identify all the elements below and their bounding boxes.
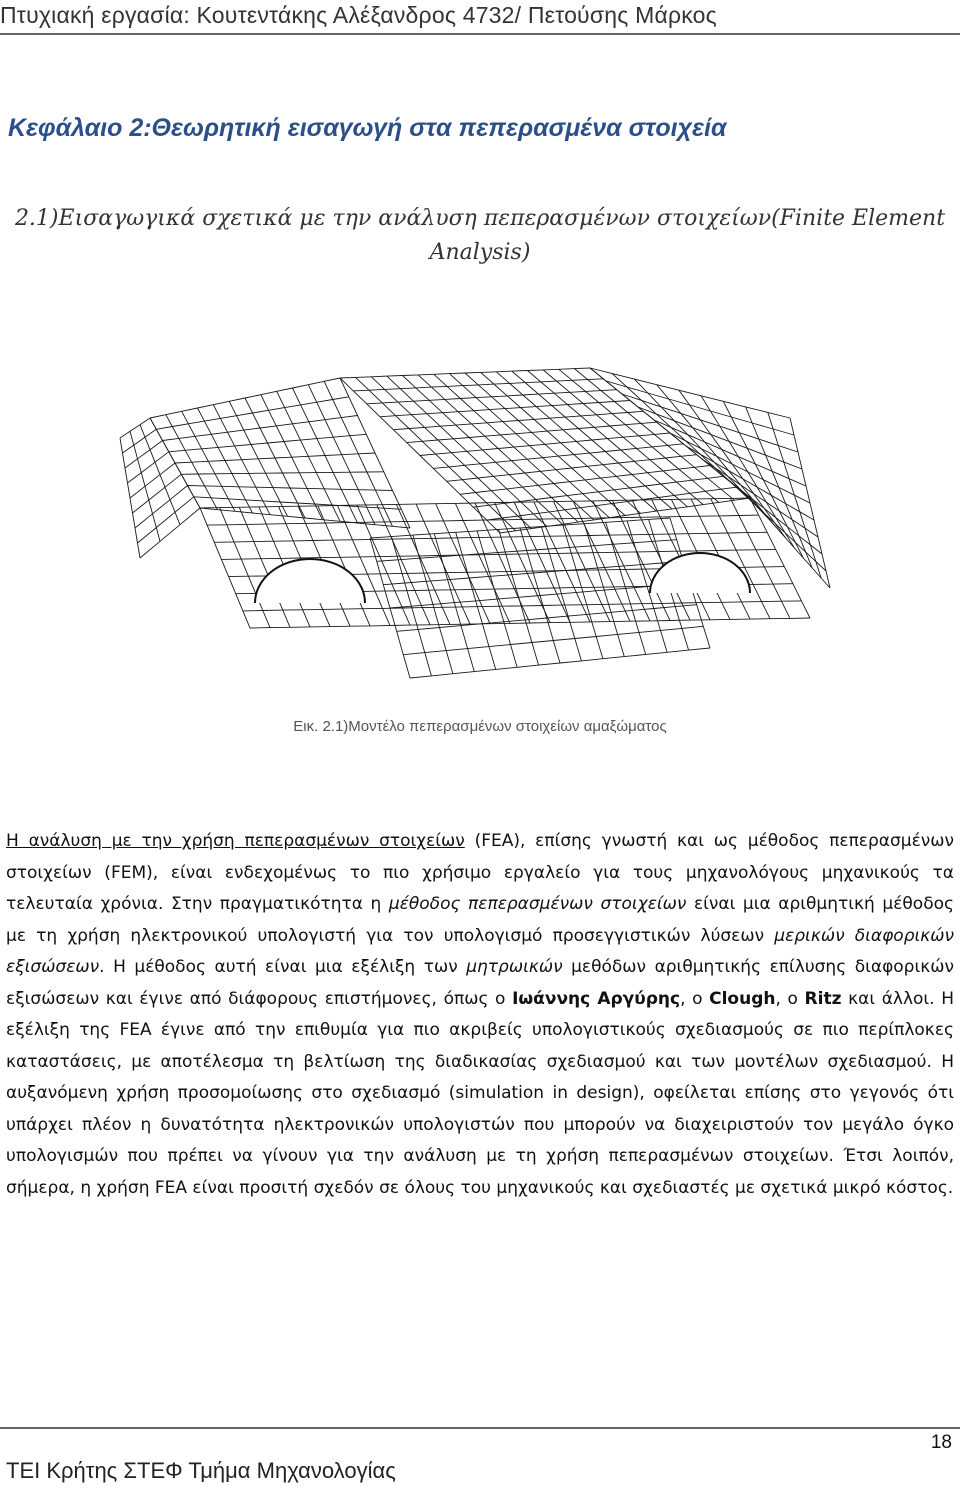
- section-title-line1: 2.1)Εισαγωγικά σχετικά με την ανάλυση πεπερασμένων στοιχείων(Finite Element: [14, 206, 946, 231]
- italic-term: μητρωικών: [466, 957, 563, 977]
- figure-caption: Εικ. 2.1)Μοντέλο πεπερασμένων στοιχείων αμαξώματος: [293, 718, 667, 735]
- wheel-arch-1: [255, 559, 365, 603]
- chapter-title: Κεφάλαιο 2:Θεωρητική εισαγωγή στα πεπερασμένα στοιχεία: [8, 114, 727, 142]
- hood-mesh: [150, 378, 410, 528]
- section-title-line2: Analysis): [429, 240, 531, 265]
- body-paragraph: Η ανάλυση με την χρήση πεπερασμένων στοιχείων (FEA), επίσης γνωστή και ως μέθοδος πεπερασμένων στοιχείων (FEM), είναι ενδεχομένως το πιο χρήσιμο εργαλείο για τους μηχανολόγους μηχανικούς τα τελευταία χρόνια. Στην πραγματικότητα η μέθοδος πεπερασμένων στοιχείων είναι μια αριθμητική μέθοδος με τη χρήση ηλεκτρονικού υπολογιστή για τον υπολογισμό προσεγγιστικών λύσεων μερικών διαφορικών εξισώσεων. Η μέθοδος αυτή είναι μια εξέλιξη των μητρωικών μεθόδων αριθμητικής επίλυσης διαφορικών εξισώσεων και έγινε από διάφορους επιστήμονες, όπως ο Ιωάννης Αργύρης, ο Clough, ο Ritz και άλλοι. Η εξέλιξη της FEA έγινε από την επιθυμία για πιο ακριβείς υπολογιστικούς σχεδιασμούς σε πιο περίπλοκες καταστάσεις, με αποτέλεσμα τη βελτίωση της διαδικασίας σχεδιασμού και των μοντέλων σχεδιασμού. Η αυξανόμενη χρήση προσομοίωσης στο σχεδιασμό (simulation in design), οφείλεται επίσης στο γεγονός ότι υπάρχει πλέον η δυνατότητα ηλεκτρονικών υπολογιστών που μπορούν να διαχειριστούν τον μεγάλο όγκο υπολογισμών που πρέπει να γίνουν για την ανάλυση με τη χρήση πεπερασμένων στοιχείων. Έτσι λοιπόν, σήμερα, η χρήση FEA είναι προσιτή σχεδόν σε όλους του μηχανικούς και σχεδιαστές με σχετικά μικρό κόστος.: [6, 831, 954, 1198]
- bold-name: Clough: [709, 988, 776, 1009]
- running-footer: ΤΕΙ Κρήτης ΣΤΕΦ Τμήμα Μηχανολογίας: [6, 1458, 396, 1483]
- footer-divider: [0, 1427, 960, 1429]
- underlined-phrase: Η ανάλυση με την χρήση πεπερασμένων στοιχείων: [6, 831, 465, 851]
- section-title: [0, 202, 960, 270]
- front-bumper-mesh: [120, 418, 200, 558]
- page-number: 18: [930, 1432, 952, 1453]
- running-header: Πτυχιακή εργασία: Κουτεντάκης Αλέξανδρος 4732/ Πετούσης Μάρκος: [0, 2, 717, 28]
- wheel-arch-2: [650, 553, 750, 593]
- italic-term: μερικών διαφορικών εξισώσεων: [6, 925, 954, 977]
- bold-name: Ιωάννης Αργύρης: [512, 988, 681, 1009]
- car-body-fea-mesh-figure: [110, 358, 870, 703]
- italic-term: μέθοδος πεπερασμένων στοιχείων: [388, 894, 687, 914]
- bold-name: Ritz: [804, 988, 842, 1009]
- wireframe-mesh-illustration: [110, 358, 870, 703]
- header-divider: [0, 33, 960, 35]
